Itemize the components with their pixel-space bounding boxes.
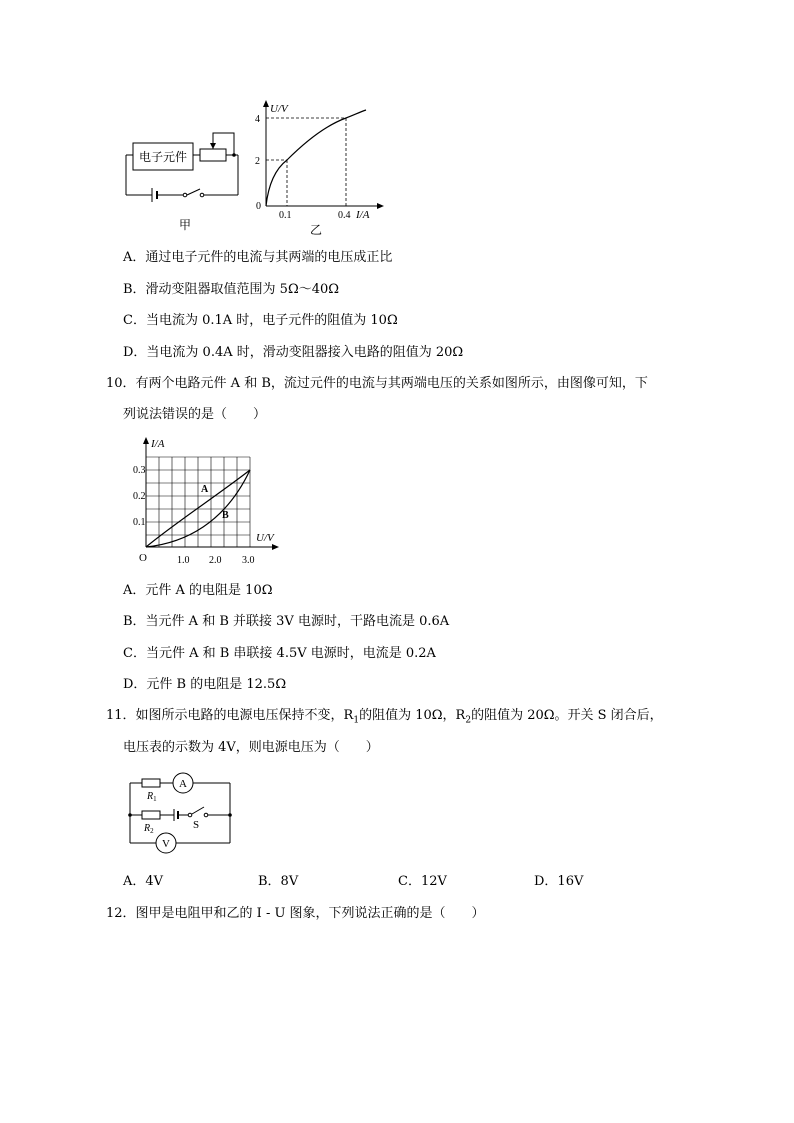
q10-stem-line2: 列说法错误的是（ ） <box>123 407 267 422</box>
x-axis-label: I/A <box>356 209 370 221</box>
q12-stem: 12．图甲是电阻甲和乙的 I - U 图象，下列说法正确的是（ ） <box>106 906 485 921</box>
svg-text:V: V <box>162 838 170 850</box>
q10-option-d: D．元件 B 的电阻是 12.5Ω <box>123 677 287 692</box>
resistor-r1 <box>142 779 160 787</box>
q11-stem-line2: 电压表的示数为 4V，则电源电压为（ ） <box>123 740 379 755</box>
y-axis-label: U/V <box>270 103 288 115</box>
label-r2: $R_2$ <box>144 823 154 835</box>
q10-label-a: A <box>201 484 209 495</box>
q10-y-tick-0.1: 0.1 <box>133 517 146 528</box>
caption-yi: 乙 <box>309 223 323 237</box>
q10-grid <box>146 457 250 547</box>
q10-x-tick-1.0: 1.0 <box>177 555 190 566</box>
label-r1: $R_1$ <box>147 791 157 803</box>
figure-yi-graph <box>252 98 392 238</box>
q10-option-a: A．元件 A 的电阻是 10Ω <box>123 583 273 598</box>
q10-x-axis-label: U/V <box>256 532 274 544</box>
rheostat <box>200 149 226 161</box>
q9-option-b: B．滑动变阻器取值范围为 5Ω～40Ω <box>123 282 340 297</box>
label-s: S <box>193 819 200 831</box>
q10-origin: O <box>139 552 147 564</box>
q9-option-c: C．当电流为 0.1A 时，电子元件的阻值为 10Ω <box>123 313 398 328</box>
q9-option-d: D．当电流为 0.4A 时，滑动变阻器接入电路的阻值为 20Ω <box>123 345 464 360</box>
q10-option-b: B．当元件 A 和 B 并联接 3V 电源时，干路电流是 0.6A <box>123 614 450 629</box>
y-tick-2: 2 <box>255 156 260 167</box>
q11-option-a: A．4V <box>123 874 164 889</box>
q10-label-b: B <box>222 510 229 521</box>
q11-circuit <box>120 768 240 860</box>
origin-label: 0 <box>256 201 261 212</box>
q10-y-axis-label: I/A <box>151 438 165 450</box>
q11-option-b: B．8V <box>258 874 299 889</box>
q11-stem-line1: 11．如图所示电路的电源电压保持不变，$R_1$的阻值为 10Ω，$R_2$的阻值为 20Ω。开关 S 闭合后， <box>106 708 663 726</box>
q11-option-c: C．12V <box>398 874 447 889</box>
x-tick-0.1: 0.1 <box>279 210 292 221</box>
y-tick-4: 4 <box>255 114 260 125</box>
svg-text:A: A <box>179 778 187 790</box>
q9-option-a: A．通过电子元件的电流与其两端的电压成正比 <box>123 250 393 265</box>
q10-x-tick-3.0: 3.0 <box>242 555 255 566</box>
rheostat-slider <box>213 133 234 155</box>
q10-x-tick-2.0: 2.0 <box>209 555 222 566</box>
q10-option-c: C．当元件 A 和 B 串联接 4.5V 电源时，电流是 0.2A <box>123 646 436 661</box>
q10-stem-line1: 10．有两个电路元件 A 和 B，流过元件的电流与其两端电压的关系如图所示，由图像可知，下 <box>106 376 648 391</box>
switch-s <box>192 807 204 814</box>
q10-y-tick-0.3: 0.3 <box>133 465 146 476</box>
u-i-curve <box>266 110 366 206</box>
caption-jia: 甲 <box>178 218 192 232</box>
q11-option-d: D．16V <box>534 874 584 889</box>
q10-y-tick-0.2: 0.2 <box>133 491 146 502</box>
resistor-r2 <box>142 811 160 819</box>
x-tick-0.4: 0.4 <box>338 210 351 221</box>
q10-graph <box>125 435 290 570</box>
figure-jia-circuit <box>120 125 250 235</box>
switch <box>187 189 200 195</box>
component-label: 电子元件 <box>138 150 188 164</box>
